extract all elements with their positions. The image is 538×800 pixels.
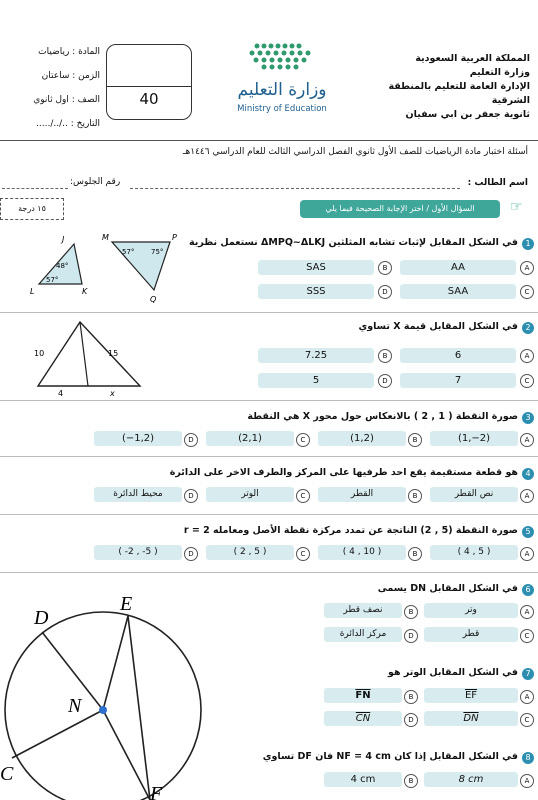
q6-option-b[interactable]: نصف قطر bbox=[324, 603, 402, 618]
option-letter-d: D bbox=[184, 489, 198, 503]
question-8-number: 8 bbox=[522, 752, 534, 764]
fig1-K: K bbox=[82, 287, 88, 296]
fig6-E: E bbox=[120, 593, 133, 615]
q6-option-c[interactable]: قطر bbox=[424, 627, 518, 642]
option-letter-d: D bbox=[184, 433, 198, 447]
option-letter-d: D bbox=[378, 374, 392, 388]
question-3-text: صورة النقطة ( 1 , 2 ) بالانعكاس حول محور X هي النقطة bbox=[247, 411, 518, 422]
option-letter-a: A bbox=[520, 774, 534, 788]
question-8-text: في الشكل المقابل إذا كان NF = 4 cm فان DF تساوي bbox=[262, 751, 518, 762]
header-divider bbox=[0, 140, 538, 141]
option-letter-c: C bbox=[520, 713, 534, 727]
ministry-logo bbox=[212, 38, 352, 118]
q2-option-a[interactable]: 6 bbox=[400, 348, 516, 363]
subject-label: المادة : رياضيات bbox=[38, 47, 100, 57]
ministry-label: وزارة التعليم bbox=[469, 67, 530, 78]
date-label: التاريخ : ../../..... bbox=[36, 119, 100, 129]
fig6-N: N bbox=[68, 695, 82, 717]
total-score: 40 bbox=[139, 90, 159, 108]
q7-option-d[interactable]: $\overline{CN}$ bbox=[324, 711, 402, 726]
option-letter-c: C bbox=[296, 489, 310, 503]
q2-option-b[interactable]: 7.25 bbox=[258, 348, 374, 363]
question-2-text: في الشكل المقابل قيمة X تساوي bbox=[358, 321, 518, 332]
q4-option-a[interactable]: نص القطر bbox=[430, 487, 518, 502]
question-6-number: 6 bbox=[522, 584, 534, 596]
fig6-C: C bbox=[0, 763, 14, 785]
school-header bbox=[380, 52, 530, 122]
circle-figure bbox=[0, 588, 220, 800]
option-letter-d: D bbox=[378, 285, 392, 299]
fig1-P: P bbox=[172, 233, 177, 242]
school-label: ثانوية جعفر بن ابي سفيان bbox=[405, 109, 530, 120]
option-letter-b: B bbox=[408, 433, 422, 447]
section-banner: السؤال الأول / اختر الإجابة الصحيحة فيما يلي bbox=[300, 200, 500, 218]
fig1-angle-75: 75° bbox=[151, 248, 164, 256]
q4-option-d[interactable]: محيط الدائرة bbox=[94, 487, 182, 502]
seat-line[interactable] bbox=[2, 188, 68, 189]
q2-option-c[interactable]: 7 bbox=[400, 373, 516, 388]
fig2-left: 10 bbox=[34, 349, 45, 358]
question-separator bbox=[0, 456, 538, 457]
q3-option-b[interactable]: (1,2) bbox=[318, 431, 406, 446]
fig2-right: 15 bbox=[108, 349, 119, 358]
question-6-text: في الشكل المقابل DN يسمى bbox=[377, 583, 518, 594]
question-2-number: 2 bbox=[522, 322, 534, 334]
option-letter-a: A bbox=[520, 489, 534, 503]
exam-title: أسئلة اختبار مادة الرياضيات للصف الأول ثانوي الفصل الدراسي الثالث للعام الدراسي ١٤٤٦هـ bbox=[182, 147, 528, 157]
q4-option-c[interactable]: الوتر bbox=[206, 487, 294, 502]
similar-triangles-figure bbox=[24, 228, 194, 308]
q3-option-a[interactable]: (1,−2) bbox=[430, 431, 518, 446]
question-separator bbox=[0, 312, 538, 313]
option-letter-d: D bbox=[404, 713, 418, 727]
q7-option-b[interactable]: $\overline{FN}$ bbox=[324, 688, 402, 703]
exam-info bbox=[10, 40, 100, 136]
logo-arabic-text: وزارة التعليم bbox=[237, 80, 327, 100]
fig1-angle-48: 48° bbox=[56, 262, 69, 270]
question-separator bbox=[0, 400, 538, 401]
question-4-number: 4 bbox=[522, 468, 534, 480]
option-letter-c: C bbox=[520, 629, 534, 643]
student-name-label: اسم الطالب : bbox=[467, 178, 528, 188]
option-letter-c: C bbox=[296, 433, 310, 447]
fig2-bottom: 4 bbox=[58, 389, 64, 398]
triangle-proportion-figure bbox=[28, 318, 168, 400]
question-separator bbox=[0, 514, 538, 515]
q7-option-c[interactable]: $\overline{DN}$ bbox=[424, 711, 518, 726]
q5-option-b[interactable]: ( 4 , 10 ) bbox=[318, 545, 406, 560]
q1-option-b[interactable]: SAS bbox=[258, 260, 374, 275]
option-letter-b: B bbox=[378, 261, 392, 275]
fig1-angle-57b: 57° bbox=[122, 248, 135, 256]
option-letter-b: B bbox=[378, 349, 392, 363]
q3-option-d[interactable]: (−1,2) bbox=[94, 431, 182, 446]
q5-option-c[interactable]: ( 2 , 5 ) bbox=[206, 545, 294, 560]
question-3-number: 3 bbox=[522, 412, 534, 424]
question-5-text: صورة النقطة (5 , 2) الناتجة عن تمدد مركزة نقطة الأصل ومعامله r = 2 bbox=[183, 525, 518, 536]
q4-option-b[interactable]: القطر bbox=[318, 487, 406, 502]
option-letter-b: B bbox=[404, 774, 418, 788]
q1-option-c[interactable]: SAA bbox=[400, 284, 516, 299]
student-name-line[interactable] bbox=[130, 188, 460, 189]
option-letter-c: C bbox=[520, 374, 534, 388]
q8-option-a[interactable]: 8 cm bbox=[424, 772, 518, 787]
q6-option-d[interactable]: مركز الدائرة bbox=[324, 627, 402, 642]
fig1-L: L bbox=[30, 287, 35, 296]
question-4-text: هو قطعة مستقيمة يقع احد طرفيها على المركز والطرف الاخر على الدائرة bbox=[169, 467, 518, 478]
option-letter-c: C bbox=[296, 547, 310, 561]
fig1-Q: Q bbox=[150, 295, 157, 304]
question-7-number: 7 bbox=[522, 668, 534, 680]
option-letter-b: B bbox=[408, 489, 422, 503]
q5-option-d[interactable]: ( -2 , -5 ) bbox=[94, 545, 182, 560]
time-label: الزمن : ساعتان bbox=[41, 71, 100, 81]
q3-option-c[interactable]: (2,1) bbox=[206, 431, 294, 446]
q7-option-a[interactable]: $\overline{EF}$ bbox=[424, 688, 518, 703]
option-letter-a: A bbox=[520, 547, 534, 561]
option-letter-a: A bbox=[520, 605, 534, 619]
option-letter-c: C bbox=[520, 285, 534, 299]
q2-option-d[interactable]: 5 bbox=[258, 373, 374, 388]
q8-option-b[interactable]: 4 cm bbox=[324, 772, 402, 787]
option-letter-d: D bbox=[404, 629, 418, 643]
grade-label: الصف : اول ثانوي bbox=[33, 95, 100, 105]
logo-english-text: Ministry of Education bbox=[237, 104, 327, 114]
option-letter-a: A bbox=[520, 690, 534, 704]
question-separator bbox=[0, 572, 538, 573]
question-1-number: 1 bbox=[522, 238, 534, 250]
grade-divider bbox=[106, 86, 192, 87]
grade-box bbox=[106, 44, 192, 120]
directorate-label: الإدارة العامة للتعليم بالمنطقة الشرقية bbox=[388, 81, 530, 106]
option-letter-a: A bbox=[520, 261, 534, 275]
fig6-F: F bbox=[150, 783, 163, 800]
q6-option-a[interactable]: وتر bbox=[424, 603, 518, 618]
option-letter-a: A bbox=[520, 433, 534, 447]
option-letter-b: B bbox=[404, 690, 418, 704]
hand-icon: ☞ bbox=[510, 199, 523, 215]
fig1-M: M bbox=[102, 233, 109, 242]
fig2-x: x bbox=[110, 389, 115, 398]
fig1-J: J bbox=[62, 235, 65, 244]
q1-option-d[interactable]: SSS bbox=[258, 284, 374, 299]
q1-option-a[interactable]: AA bbox=[400, 260, 516, 275]
question-7-text: في الشكل المقابل الوتر هو bbox=[388, 667, 518, 678]
option-letter-a: A bbox=[520, 349, 534, 363]
kingdom-label: المملكة العربية السعودية bbox=[415, 53, 530, 64]
question-1-text: في الشكل المقابل لإثبات تشابه المثلثين ΔMPQ~ΔLKJ نستعمل نظرية bbox=[189, 237, 518, 248]
question-5-number: 5 bbox=[522, 526, 534, 538]
option-letter-b: B bbox=[408, 547, 422, 561]
option-letter-b: B bbox=[404, 605, 418, 619]
marks-box: ١٥ درجة bbox=[0, 198, 64, 220]
fig1-angle-57: 57° bbox=[46, 276, 59, 284]
fig6-D: D bbox=[34, 607, 49, 629]
seat-label: رقم الجلوس: bbox=[70, 177, 121, 187]
option-letter-d: D bbox=[184, 547, 198, 561]
q5-option-a[interactable]: ( 4 , 5 ) bbox=[430, 545, 518, 560]
